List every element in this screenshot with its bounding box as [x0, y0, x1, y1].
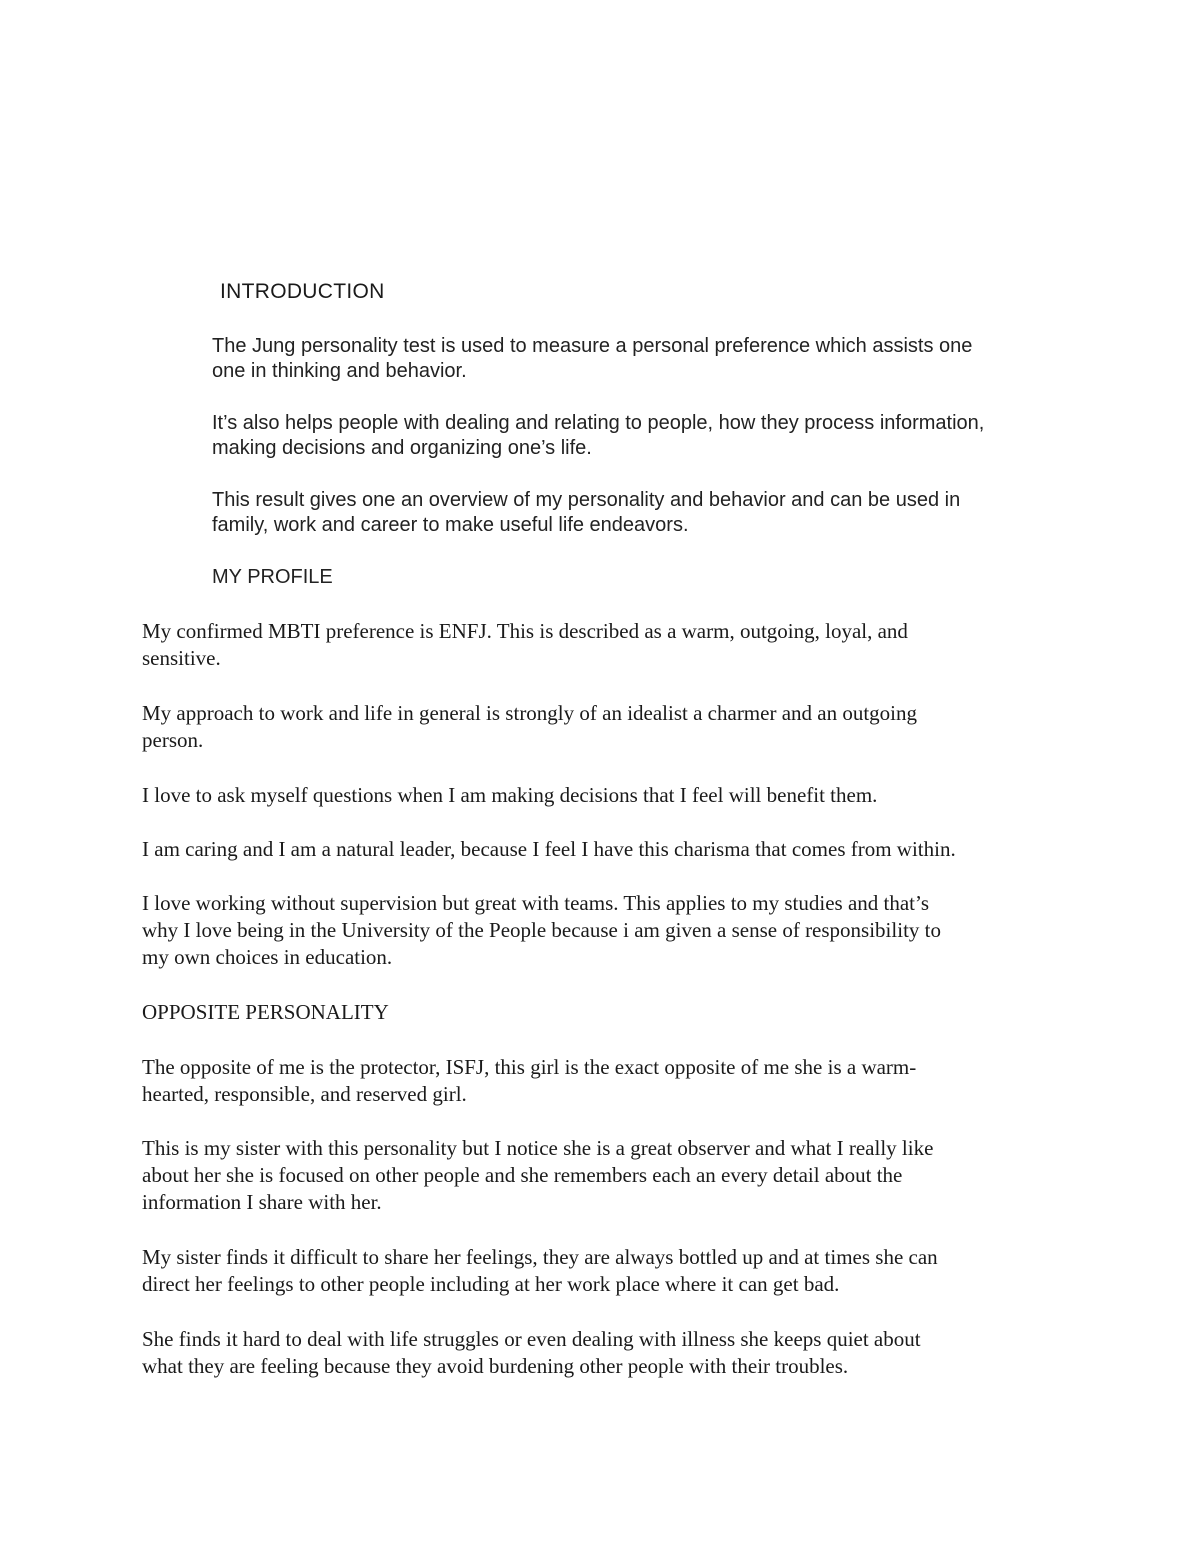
text-line: why I love being in the University of the People because i am given a sense of responsibility to — [142, 918, 941, 942]
opposite-paragraph — [142, 1244, 1062, 1298]
text-line: family, work and career to make useful life endeavors. — [212, 514, 689, 536]
text-line: It’s also helps people with dealing and relating to people, how they process information, — [212, 412, 985, 434]
text-line: My sister finds it difficult to share her feelings, they are always bottled up and at times she can — [142, 1245, 938, 1269]
text-line: direct her feelings to other people including at her work place where it can get bad. — [142, 1272, 840, 1296]
text-line: making decisions and organizing one’s life. — [212, 437, 592, 459]
text-line: about her she is focused on other people and she remembers each an every detail about the — [142, 1163, 903, 1187]
text-line: My confirmed MBTI preference is ENFJ. This is described as a warm, outgoing, loyal, and — [142, 619, 908, 643]
intro-paragraph — [212, 334, 1072, 384]
text-line: information I share with her. — [142, 1190, 382, 1214]
introduction-heading: INTRODUCTION — [220, 280, 385, 303]
text-line: sensitive. — [142, 646, 221, 670]
profile-paragraph — [142, 836, 1062, 863]
profile-paragraph — [142, 890, 1062, 971]
text-line: The Jung personality test is used to measure a personal preference which assists one — [212, 335, 973, 357]
profile-heading-text: MY PROFILE — [212, 566, 333, 588]
profile-heading — [212, 565, 1072, 590]
text-line: one in thinking and behavior. — [212, 360, 467, 382]
intro-paragraph — [212, 488, 1072, 538]
text-line: what they are feeling because they avoid burdening other people with their troubles. — [142, 1354, 849, 1378]
text-line: person. — [142, 728, 204, 752]
intro-paragraph — [212, 411, 1072, 461]
text-line: my own choices in education. — [142, 945, 393, 969]
opposite-personality-heading — [142, 999, 1062, 1026]
opposite-paragraph — [142, 1326, 1062, 1380]
profile-paragraph — [142, 618, 1062, 672]
text-line: My approach to work and life in general is strongly of an idealist a charmer and an outgoing — [142, 701, 918, 725]
text-line: She finds it hard to deal with life struggles or even dealing with illness she keeps quiet about — [142, 1327, 921, 1351]
text-line: I am caring and I am a natural leader, because I feel I have this charisma that comes from within. — [142, 837, 956, 861]
text-line: hearted, responsible, and reserved girl. — [142, 1082, 467, 1106]
opposite-heading-text: OPPOSITE PERSONALITY — [142, 1000, 389, 1024]
opposite-paragraph — [142, 1135, 1062, 1216]
text-line: I love to ask myself questions when I am making decisions that I feel will benefit them. — [142, 783, 878, 807]
text-line: The opposite of me is the protector, ISFJ, this girl is the exact opposite of me she is a warm- — [142, 1055, 917, 1079]
profile-paragraph — [142, 782, 1062, 809]
text-line: This result gives one an overview of my personality and behavior and can be used in — [212, 489, 961, 511]
text-line: I love working without supervision but great with teams. This applies to my studies and that’s — [142, 891, 930, 915]
opposite-paragraph — [142, 1054, 1062, 1108]
profile-paragraph — [142, 700, 1062, 754]
text-line: This is my sister with this personality but I notice she is a great observer and what I really like — [142, 1136, 934, 1160]
